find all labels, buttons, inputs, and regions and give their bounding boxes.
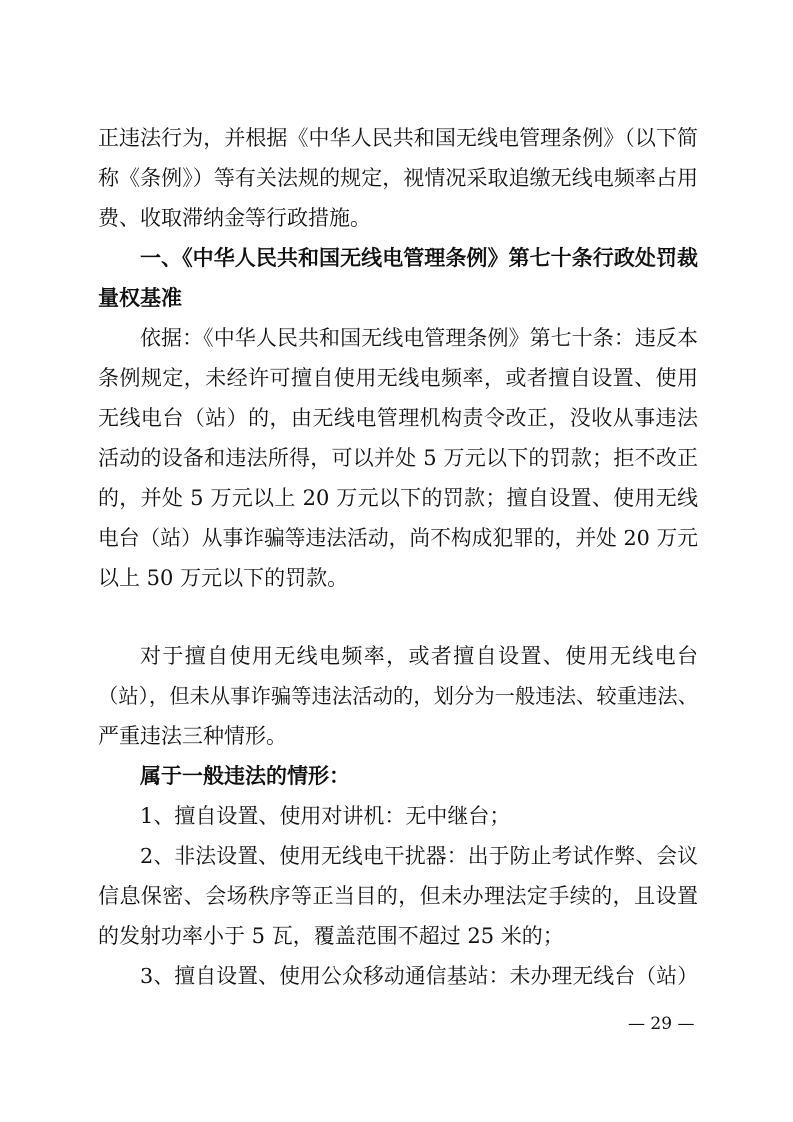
text-line: 费、收取滞纳金等行政措施。 bbox=[98, 206, 371, 230]
list-item: 1、擅自设置、使用对讲机：无中继台； bbox=[140, 804, 511, 828]
document-body bbox=[98, 118, 698, 996]
subheading: 属于一般违法的情形： bbox=[140, 763, 350, 788]
text-line: 的发射功率小于 5 瓦，覆盖范围不超过 25 米的； bbox=[98, 924, 564, 948]
page-number: — 29 — bbox=[628, 1014, 695, 1034]
text-line: 对于擅自使用无线电频率，或者擅自设置、使用无线电台 bbox=[140, 644, 698, 668]
text-line: 称《条例》）等有关法规的规定，视情况采取追缴无线电频率占用 bbox=[98, 166, 698, 190]
text-line: 信息保密、会场秩序等正当目的，但未办理法定手续的，且设置 bbox=[98, 884, 698, 908]
text-line: 活动的设备和违法所得，可以并处 5 万元以下的罚款；拒不改正 bbox=[98, 446, 698, 470]
section-heading: 一、《中华人民共和国无线电管理条例》第七十条行政处罚裁 bbox=[140, 245, 698, 270]
text-line: 严重违法三种情形。 bbox=[98, 724, 287, 748]
text-line: 的，并处 5 万元以上 20 万元以下的罚款；擅自设置、使用无线 bbox=[98, 486, 698, 510]
text-line: 条例规定，未经许可擅自使用无线电频率，或者擅自设置、使用 bbox=[98, 366, 698, 390]
paragraph-spacer bbox=[98, 598, 698, 636]
section-heading: 量权基准 bbox=[98, 285, 182, 310]
text-line: （站），但未从事诈骗等违法活动的，划分为一般违法、较重违法、 bbox=[98, 684, 698, 708]
list-item: 2、非法设置、使用无线电干扰器：出于防止考试作弊、会议 bbox=[140, 844, 698, 868]
list-item: 3、擅自设置、使用公众移动通信基站：未办理无线台（站） bbox=[140, 964, 698, 988]
text-line: 依据：《中华人民共和国无线电管理条例》第七十条：违反本 bbox=[140, 326, 698, 350]
text-line: 电台（站）从事诈骗等违法活动，尚不构成犯罪的，并处 20 万元 bbox=[98, 526, 698, 550]
text-line: 以上 50 万元以下的罚款。 bbox=[98, 566, 349, 590]
text-line: 无线电台（站）的，由无线电管理机构责令改正，没收从事违法 bbox=[98, 406, 698, 430]
text-line: 正违法行为，并根据《中华人民共和国无线电管理条例》（以下简 bbox=[98, 126, 698, 150]
